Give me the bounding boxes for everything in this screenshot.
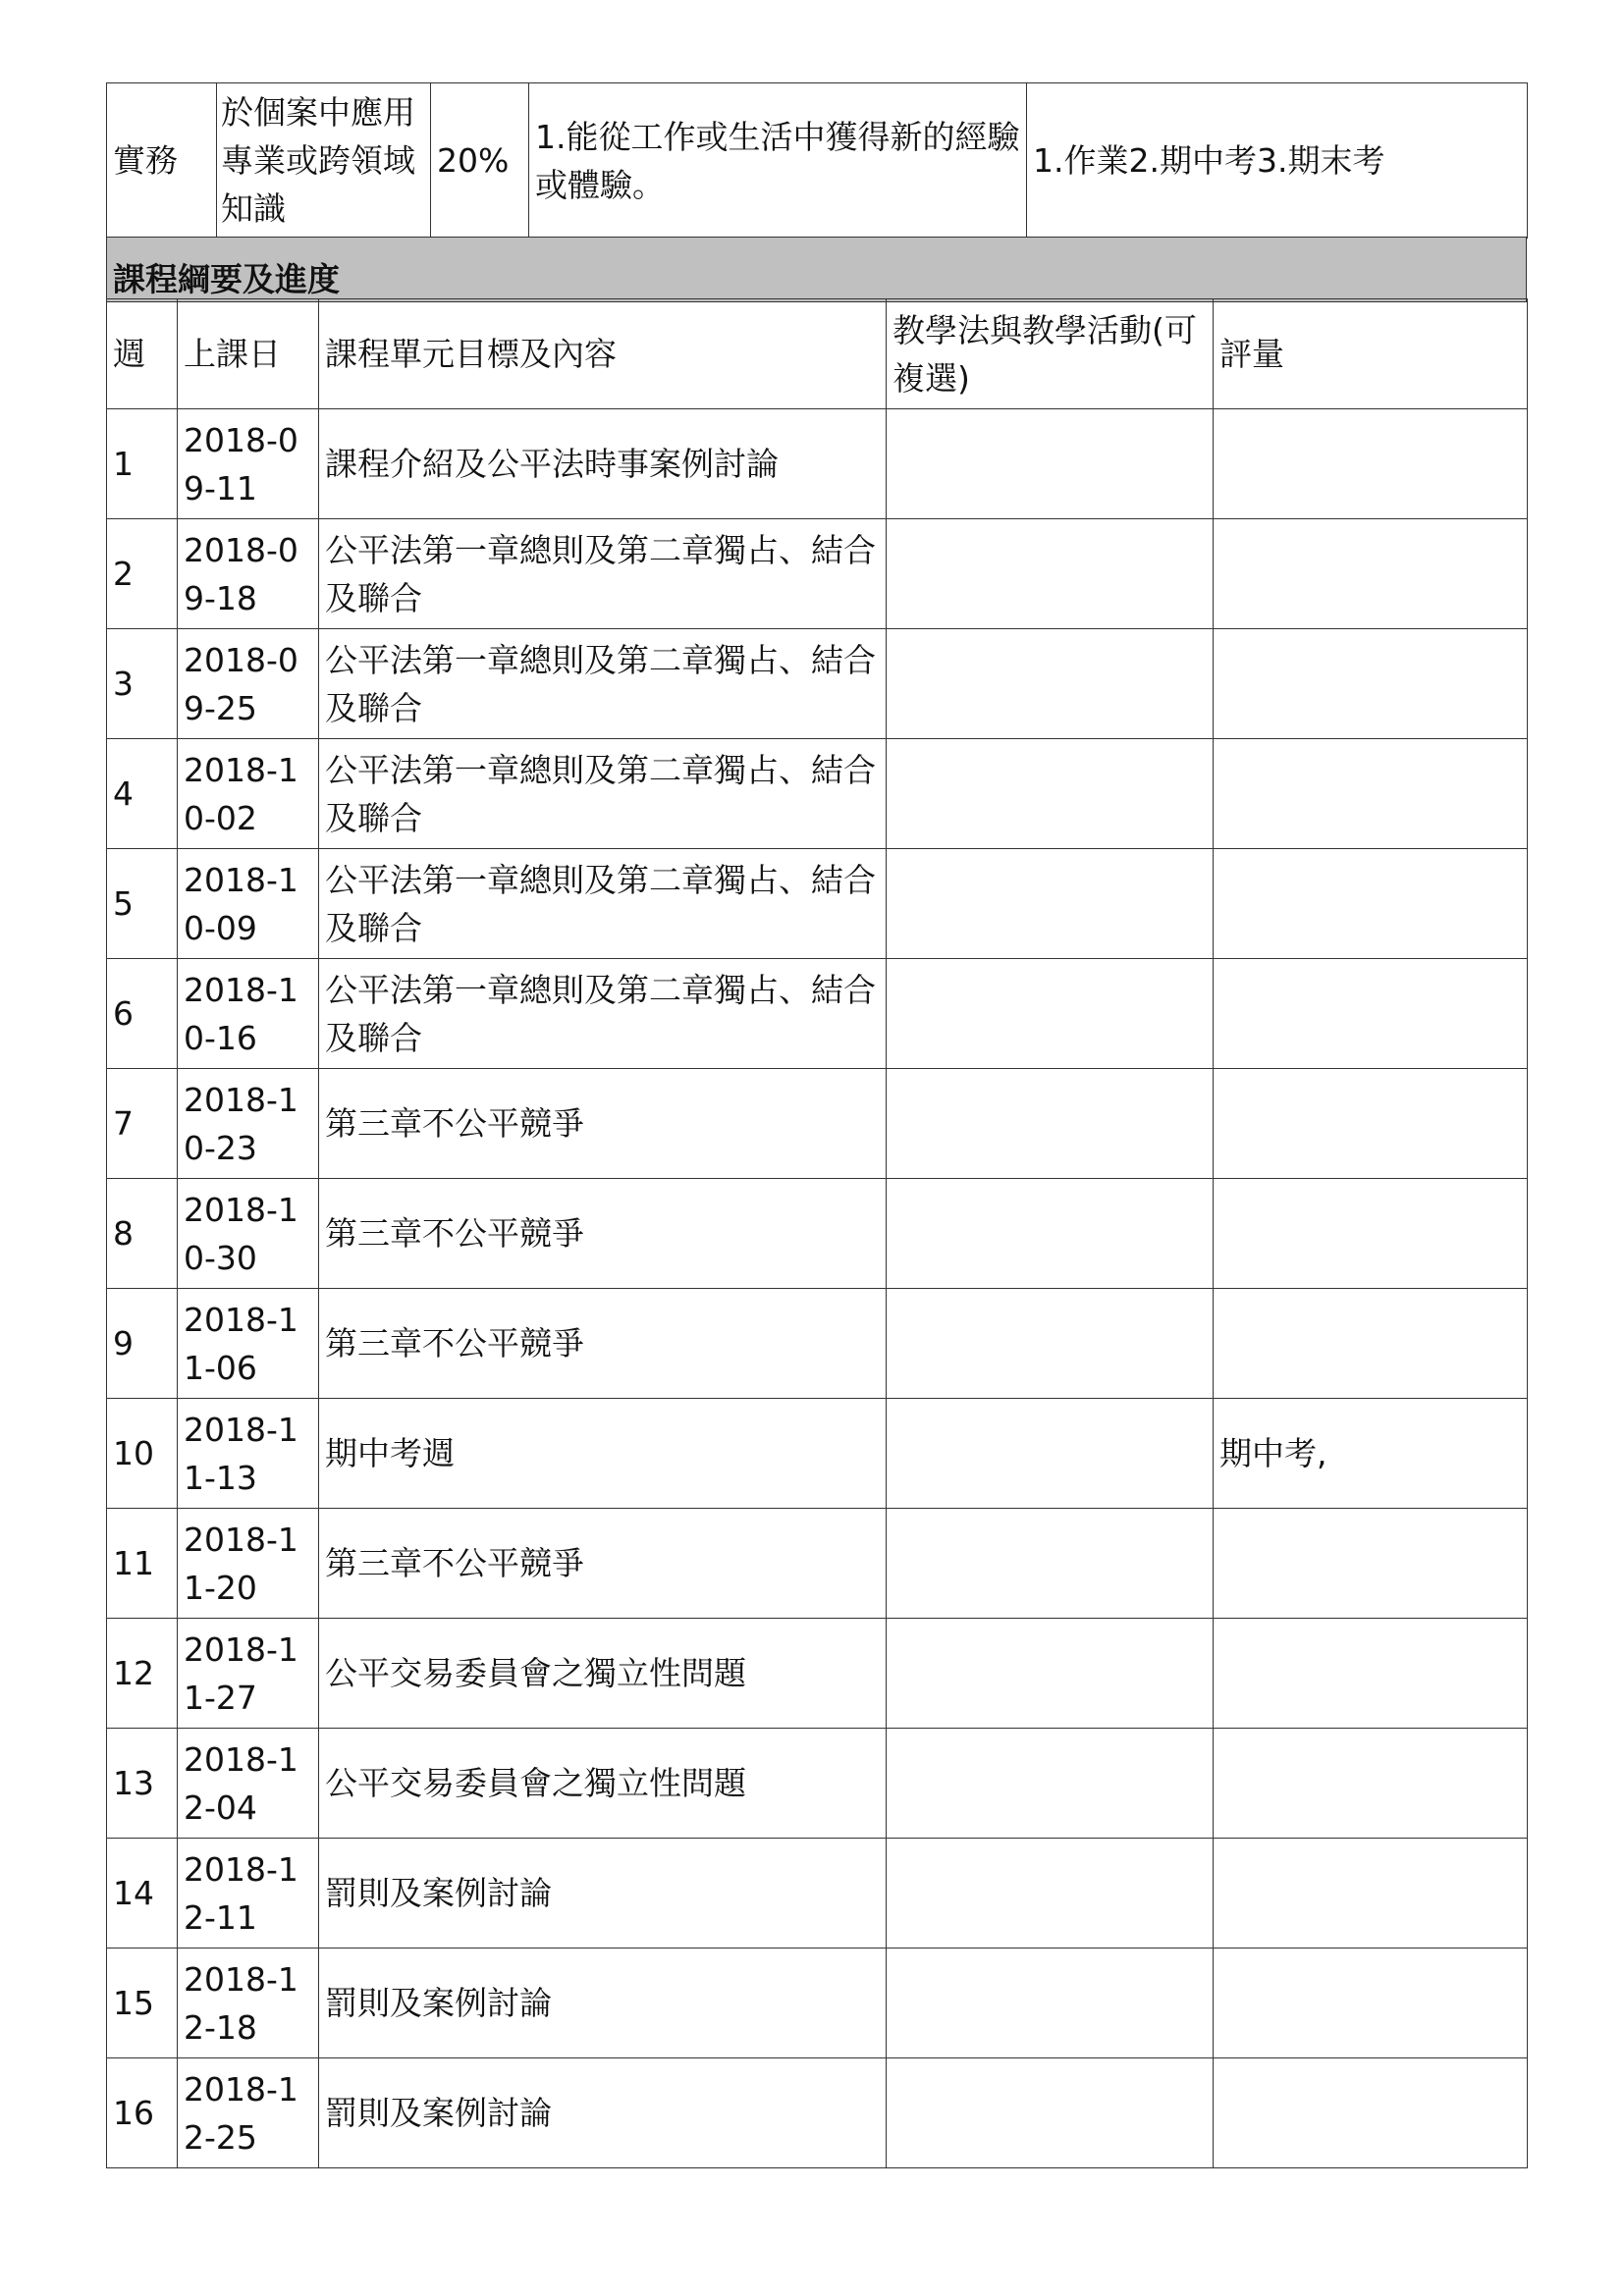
schedule-row — [107, 849, 1528, 959]
week-cell: 5 — [107, 849, 178, 959]
week-cell: 10 — [107, 1399, 178, 1509]
method-cell — [887, 1399, 1214, 1509]
practice-competency-table — [106, 82, 1528, 239]
method-cell — [887, 1729, 1214, 1839]
method-cell — [887, 519, 1214, 629]
evaluation-cell — [1214, 959, 1528, 1069]
header-date: 上課日 — [178, 299, 319, 409]
content-cell: 第三章不公平競爭 — [319, 1069, 887, 1179]
date-cell: 2018-11-20 — [178, 1509, 319, 1619]
content-cell: 公平法第一章總則及第二章獨占、結合及聯合 — [319, 519, 887, 629]
schedule-row — [107, 739, 1528, 849]
method-cell — [887, 739, 1214, 849]
week-cell: 1 — [107, 409, 178, 519]
week-cell: 13 — [107, 1729, 178, 1839]
method-cell — [887, 629, 1214, 739]
method-cell — [887, 409, 1214, 519]
method-cell — [887, 1289, 1214, 1399]
schedule-row — [107, 2058, 1528, 2168]
evaluation-cell — [1214, 739, 1528, 849]
header-content: 課程單元目標及內容 — [319, 299, 887, 409]
schedule-row — [107, 1399, 1528, 1509]
content-cell: 期中考週 — [319, 1399, 887, 1509]
section-header-table — [106, 237, 1527, 302]
content-cell: 第三章不公平競爭 — [319, 1289, 887, 1399]
evaluation-cell — [1214, 519, 1528, 629]
schedule-row — [107, 1289, 1528, 1399]
evaluation-cell — [1214, 1619, 1528, 1729]
evaluation-cell — [1214, 2058, 1528, 2168]
date-cell: 2018-09-18 — [178, 519, 319, 629]
schedule-row — [107, 1509, 1528, 1619]
week-cell: 8 — [107, 1179, 178, 1289]
date-cell: 2018-12-04 — [178, 1729, 319, 1839]
date-cell: 2018-10-23 — [178, 1069, 319, 1179]
practice-assessment: 1.作業2.期中考3.期末考 — [1027, 83, 1528, 239]
method-cell — [887, 1509, 1214, 1619]
schedule-row — [107, 409, 1528, 519]
week-cell: 12 — [107, 1619, 178, 1729]
evaluation-cell — [1214, 1069, 1528, 1179]
method-cell — [887, 1179, 1214, 1289]
method-cell — [887, 849, 1214, 959]
header-week: 週 — [107, 299, 178, 409]
date-cell: 2018-11-27 — [178, 1619, 319, 1729]
date-cell: 2018-12-18 — [178, 1949, 319, 2058]
practice-weight: 20% — [431, 83, 529, 239]
date-cell: 2018-12-25 — [178, 2058, 319, 2168]
date-cell: 2018-11-13 — [178, 1399, 319, 1509]
schedule-row — [107, 519, 1528, 629]
course-schedule-table — [106, 298, 1528, 2168]
content-cell: 公平法第一章總則及第二章獨占、結合及聯合 — [319, 739, 887, 849]
practice-description: 於個案中應用專業或跨領域知識 — [217, 83, 431, 239]
date-cell: 2018-10-16 — [178, 959, 319, 1069]
schedule-header-row — [107, 299, 1528, 409]
schedule-row — [107, 1729, 1528, 1839]
schedule-row — [107, 959, 1528, 1069]
date-cell: 2018-12-11 — [178, 1839, 319, 1949]
content-cell: 公平法第一章總則及第二章獨占、結合及聯合 — [319, 629, 887, 739]
content-cell: 公平交易委員會之獨立性問題 — [319, 1619, 887, 1729]
method-cell — [887, 959, 1214, 1069]
method-cell — [887, 1619, 1214, 1729]
content-cell: 第三章不公平競爭 — [319, 1509, 887, 1619]
content-cell: 公平法第一章總則及第二章獨占、結合及聯合 — [319, 849, 887, 959]
evaluation-cell — [1214, 1729, 1528, 1839]
week-cell: 3 — [107, 629, 178, 739]
evaluation-cell — [1214, 849, 1528, 959]
content-cell: 公平交易委員會之獨立性問題 — [319, 1729, 887, 1839]
method-cell — [887, 2058, 1214, 2168]
content-cell: 罰則及案例討論 — [319, 2058, 887, 2168]
method-cell — [887, 1069, 1214, 1179]
evaluation-cell — [1214, 1289, 1528, 1399]
method-cell — [887, 1839, 1214, 1949]
content-cell: 公平法第一章總則及第二章獨占、結合及聯合 — [319, 959, 887, 1069]
method-cell — [887, 1949, 1214, 2058]
evaluation-cell — [1214, 1949, 1528, 2058]
practice-outcome: 1.能從工作或生活中獲得新的經驗或體驗。 — [529, 83, 1027, 239]
date-cell: 2018-10-02 — [178, 739, 319, 849]
content-cell: 罰則及案例討論 — [319, 1949, 887, 2058]
header-method: 教學法與教學活動(可複選) — [887, 299, 1214, 409]
evaluation-cell — [1214, 629, 1528, 739]
evaluation-cell: 期中考, — [1214, 1399, 1528, 1509]
week-cell: 14 — [107, 1839, 178, 1949]
schedule-row — [107, 1179, 1528, 1289]
week-cell: 11 — [107, 1509, 178, 1619]
header-evaluation: 評量 — [1214, 299, 1528, 409]
section-title: 課程綱要及進度 — [107, 238, 1527, 302]
evaluation-cell — [1214, 1179, 1528, 1289]
week-cell: 4 — [107, 739, 178, 849]
evaluation-cell — [1214, 409, 1528, 519]
content-cell: 第三章不公平競爭 — [319, 1179, 887, 1289]
evaluation-cell — [1214, 1839, 1528, 1949]
week-cell: 6 — [107, 959, 178, 1069]
week-cell: 16 — [107, 2058, 178, 2168]
week-cell: 9 — [107, 1289, 178, 1399]
content-cell: 課程介紹及公平法時事案例討論 — [319, 409, 887, 519]
schedule-row — [107, 629, 1528, 739]
schedule-row — [107, 1949, 1528, 2058]
content-cell: 罰則及案例討論 — [319, 1839, 887, 1949]
practice-row — [107, 83, 1528, 239]
date-cell: 2018-10-09 — [178, 849, 319, 959]
week-cell: 7 — [107, 1069, 178, 1179]
week-cell: 15 — [107, 1949, 178, 2058]
schedule-row — [107, 1619, 1528, 1729]
date-cell: 2018-10-30 — [178, 1179, 319, 1289]
schedule-row — [107, 1069, 1528, 1179]
practice-category: 實務 — [107, 83, 217, 239]
date-cell: 2018-09-11 — [178, 409, 319, 519]
schedule-row — [107, 1839, 1528, 1949]
date-cell: 2018-11-06 — [178, 1289, 319, 1399]
week-cell: 2 — [107, 519, 178, 629]
date-cell: 2018-09-25 — [178, 629, 319, 739]
evaluation-cell — [1214, 1509, 1528, 1619]
